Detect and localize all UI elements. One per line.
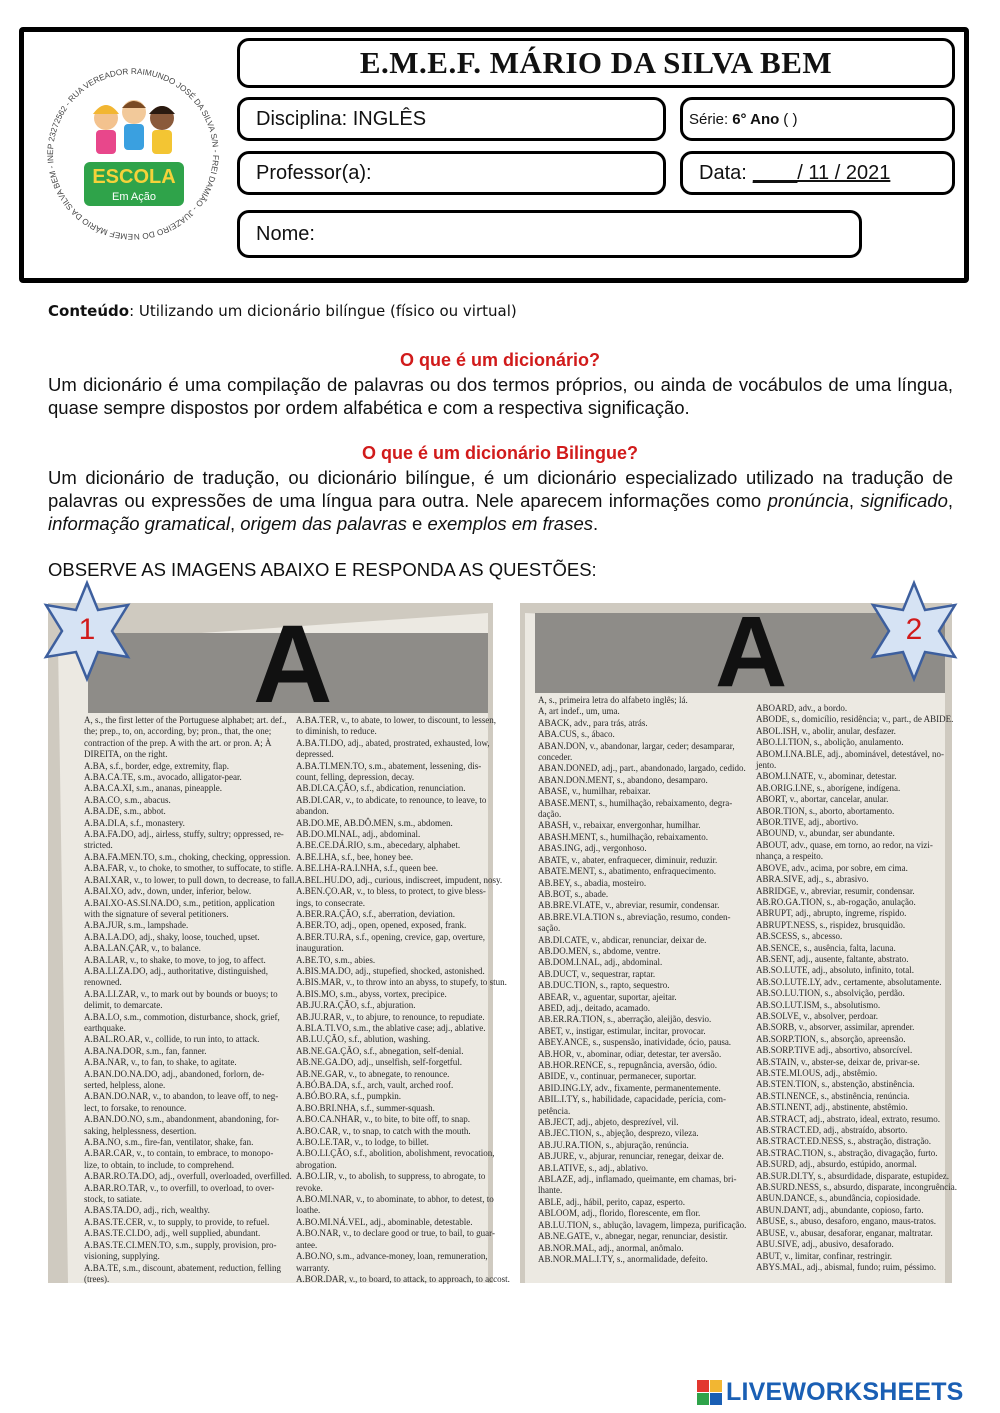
dictionary-entry-line: delimit, to demarcate. [84, 1000, 163, 1011]
dictionary-entry-line: ABOL.ISH, v., abolir, anular, desfazer. [756, 725, 896, 736]
dictionary-entry-line: AB.JURE, v., abjurar, renunciar, renegar, deixar de. [538, 1151, 724, 1162]
dictionary-entry-line: A.BER.TU.RA, s.f., opening, crevice, gap, overture, [296, 931, 485, 942]
dictionary-entry-line: ABATE.MENT, s., abatimento, enfraquecimento. [538, 866, 717, 877]
disciplina-field [237, 97, 666, 141]
dictionary-entry-line: AB.LU.TION, s., ablução, lavagem, limpeza, purificação. [538, 1219, 747, 1230]
dictionary-entry-line: ABUSE, s., abuso, desaforo, engano, maus-tratos. [756, 1216, 936, 1227]
dictionary-entry-line: jento. [756, 760, 777, 771]
dictionary-entry-line: ABLOOM, adj., florido, florescente, em flor. [538, 1208, 701, 1219]
dictionary-entry-line: AB.STRACT.ED.NESS, s., abstração, distração. [756, 1136, 932, 1147]
school-name-box [237, 38, 955, 88]
dictionary-entry-line: AB.SO.LUTE, adj., absoluto, infinito, total. [756, 965, 914, 976]
dictionary-entry-line: AB.NOR.MAL.I.TY, s., anormalidade, defeito. [538, 1253, 708, 1264]
term-informacao-gramatical: informação gramatical [48, 513, 230, 534]
dictionary-entry-line: A.BO.LE.TAR, v., to lodge, to billet. [296, 1137, 429, 1148]
dictionary-entry-line: AB.SCESS, s., abcesso. [756, 931, 843, 942]
dictionary-entry-line: A.BA.FAR, v., to choke, to smother, to suffocate, to stifle. [84, 863, 294, 874]
dictionary-entry-line: A.BA.TE, s.m., discount, abatement, reduction, felling [84, 1262, 281, 1273]
dictionary-entry-line: AB.JU.RA.TION, s., abjuração, renúncia. [538, 1139, 689, 1150]
dictionary-entry-line: ABRA.SIVE, adj., s., abrasivo. [756, 874, 869, 885]
dictionary-entry-line: A.BA.DI.A, s.f., monastery. [84, 817, 185, 828]
dictionary-entry-line: ABLAZE, adj., inflamado, queimante, em chamas, bri- [538, 1174, 737, 1185]
school-name: E.M.E.F. MÁRIO DA SILVA BEM [359, 45, 833, 80]
dictionary-entry-line: A.BAN.DO.NO, s.m., abandonment, abandoning, for- [84, 1114, 280, 1125]
professor-label: Professor(a): [256, 161, 372, 184]
dictionary-entry-line: lize, to obtain, to include, to comprehend. [84, 1159, 234, 1170]
liveworksheets-icon [697, 1380, 722, 1405]
dictionary-entry-line: A.BA.DE, s.m., abbot. [84, 806, 166, 817]
dictionary-entry-line: A.BE.LHA-RA.I.NHA, s.f., queen bee. [296, 863, 438, 874]
dictionary-photo-1 [48, 603, 510, 1284]
dictionary-entry-line: abrogation. [296, 1159, 337, 1170]
conteudo-text: : Utilizando um dicionário bilíngue (físico ou virtual) [129, 302, 517, 320]
dictionary-entry-line: A.BAI.XO, adv., down, under, inferior, below. [84, 886, 252, 897]
dictionary-entry-line: ings, to consecrate. [296, 897, 365, 908]
dictionary-entry-line: AB.RO.GA.TION, s., ab-rogação, anulação. [756, 896, 916, 907]
dictionary-entry-line: A.BA.TER, v., to abate, to lower, to discount, to lessen, [296, 715, 497, 725]
dictionary-entry-line: A.BAR.RO.TAR, v., to overfill, to overload, to over- [84, 1182, 275, 1193]
dictionary-entry-line: AB.BEY, s., abadia, mosteiro. [538, 877, 647, 888]
dictionary-entry-line: ABET, v., instigar, estimular, incitar, provocar. [538, 1025, 706, 1036]
dictionary-entry-line: serted, helpless, alone. [84, 1080, 166, 1090]
section2-text: Um dicionário de tradução, ou dicionário bilíngue, é um dicionário especializado utilizado na tradução de palavras ou expressões de uma língua para outra. Nele aparecem informações como pronúncia, significado, informação gramatical, origem das palavras e exemplos em frases. [48, 467, 953, 534]
section2-title: O que é um dicionário Bilingue? [361, 443, 639, 463]
dictionary-entry-line: ABEY.ANCE, s., suspensão, inatividade, ócio, pausa. [538, 1037, 732, 1048]
dictionary-entry-line: nhança, a respeito. [756, 851, 823, 862]
dictionary-entry-line: AB.JU.RA.ÇÃO, s.f., abjuration. [296, 1000, 416, 1011]
dictionary-entry-line: ABO.LI.TION, s., abolição, anulamento. [756, 737, 904, 748]
dictionary-entry-line: A.BA.LI.ZAR, v., to mark out by bounds or buoys; to [84, 988, 278, 999]
dictionary-entry-line: AB.JU.RAR, v., to abjure, to renounce, to repudiate. [296, 1011, 485, 1022]
dictionary-entry-line: A.BÓ.BO.RA, s.f., pumpkin. [296, 1091, 402, 1102]
dictionary-entry-line: AB.SO.LUT.ISM, s., absolutismo. [756, 999, 881, 1010]
dictionary-entry-line: ABRIDGE, v., abreviar, resumir, condensar. [756, 885, 915, 896]
dictionary-entry-line: ABASH, v., rebaixar, envergonhar, humilhar. [538, 820, 701, 831]
dictionary-entry-line: A.BO.LIR, v., to abolish, to suppress, to abrogate, to [296, 1171, 486, 1182]
dictionary-entry-line: ABAN.DON.MENT, s., abandono, desamparo. [538, 774, 708, 785]
conteudo-line [48, 302, 517, 320]
dictionary-entry-line: ABASE.MENT, s., humilhação, rebaixamento, degra- [538, 797, 733, 808]
dictionary-entry-line: AB.JECT, adj., abjeto, desprezível, vil. [538, 1117, 679, 1128]
dictionary-entry-line: the; prep., to, on, according, by; pron., that, the one; [84, 726, 272, 737]
dictionary-entry-line: DIREITA, on the right. [84, 749, 168, 760]
dictionary-entry-line: AB.DO.ME, AB.DÔ.MEN, s.m., abdomen. [296, 817, 453, 828]
dictionary-entry-line: AB.STRAC.TION, s., abstração, divagação, furto. [756, 1147, 938, 1158]
dictionary-entry-line: A.BAR.CAR, v., to contain, to embrace, to monopo- [84, 1148, 274, 1159]
dictionary-entry-line: warranty. [296, 1262, 330, 1273]
dictionary-entry-line: ABAN.DON, v., abandonar, largar, ceder; desamparar, [538, 740, 735, 751]
section1-title: O que é um dicionário? [399, 350, 601, 370]
dictionary-letter-1: A [253, 603, 333, 726]
dictionary-entry-line: ABUN.DANT, adj., abundante, copioso, farto. [756, 1204, 924, 1215]
photo2-column-right [756, 703, 957, 1273]
term-origem: origem das palavras [240, 513, 407, 534]
dictionary-entry-line: AB.STEN.TION, s., abstenção, abstinência. [756, 1079, 915, 1090]
dictionary-entry-line: AB.STAIN, v., abster-se, deixar de, privar-se. [756, 1056, 920, 1067]
dictionary-entry-line: A.BIS.MO, s.m., abyss, vortex, precipice. [296, 988, 447, 999]
dictionary-entry-line: AB.BRE.VI.A.TION s., abreviação, resumo, conden- [538, 911, 731, 922]
star-number-2: 2 [905, 613, 923, 646]
dictionary-entry-line: ABOM.I.NA.BLE, adj., abominável, detestável, no- [756, 748, 944, 759]
dictionary-entry-line: ABASH.MENT, s., humilhação, rebaixamento. [538, 831, 709, 842]
dictionary-entry-line: ABASE, v., humilhar, rebaixar. [538, 786, 651, 797]
dictionary-entry-line: A.BA.JUR, s.m., lampshade. [84, 920, 189, 931]
dictionary-entry-line: A.BA, s.f., border, edge, extremity, flap. [84, 760, 230, 771]
dictionary-entry-line: AB.STI.NENCE, s., abstinência, renúncia. [756, 1090, 910, 1101]
data-value: ____/ 11 / 2021 [752, 161, 891, 184]
dictionary-entry-line: ABU.SIVE, adj., abusivo, desaforado. [756, 1239, 894, 1250]
dictionary-entry-line: A.BA.FA.MEN.TO, s.m., choking, checking, oppression. [84, 851, 291, 862]
star-badge-2 [863, 580, 965, 682]
dictionary-entry-line: AB.DUCT, v., sequestrar, raptar. [538, 968, 656, 979]
dictionary-entry-line: A.BO.MI.NAR, v., to abominate, to abhor, to detest, to [296, 1194, 494, 1205]
dictionary-entry-line: A.BA.LAR, v., to shake, to move, to jog, to affect. [84, 954, 266, 965]
dictionary-entry-line: ABOM.I.NATE, v., abominar, detestar. [756, 771, 897, 782]
dictionary-entry-line: AB.SO.LUTE.LY, adv., certamente, absolutamente. [756, 976, 942, 987]
dictionary-entry-line: ABEAR, v., aguentar, suportar, ajeitar. [538, 991, 677, 1002]
nome-label: Nome: [256, 222, 315, 245]
dictionary-entry-line: ABRUPT.NESS, s., rispidez, brusquidão. [756, 919, 906, 930]
dictionary-entry-line: ABAN.DONED, adj., part., abandonado, largado, cedido. [538, 763, 746, 774]
dictionary-entry-line: AB.STRACT, adj., abstrato, ideal, extrato, resumo. [756, 1113, 941, 1124]
term-exemplos: exemplos em frases [427, 513, 593, 534]
professor-field [237, 151, 666, 195]
dictionary-entry-line: A.BA.LAN.ÇAR, v., to balance. [84, 943, 201, 954]
dictionary-entry-line: AB.SURD.NESS, s., absurdo, disparate, incongruência. [756, 1182, 957, 1193]
dictionary-entry-line: lect, to forsake, to renounce. [84, 1102, 187, 1113]
dictionary-entry-line: with the signature of several petitioners. [84, 908, 229, 919]
dictionary-entry-line: A.BLA.TI.VO, s.m., the ablative case; adj., ablative. [296, 1022, 486, 1033]
dictionary-entry-line: visioning, supplying. [84, 1251, 160, 1262]
dictionary-entry-line: ABOUND, v., abundar, ser abundante. [756, 828, 895, 839]
dictionary-entry-line: A.BAI.XAR, v., to lower, to pull down, to decrease, to fall. [84, 874, 297, 885]
dictionary-entry-line: stock, to satiate. [84, 1194, 142, 1205]
dictionary-entry-line: A.BA.FA.DO, adj., airless, stuffy, sultry; oppressed, re- [84, 829, 284, 840]
data-label: Data: [699, 161, 747, 184]
dictionary-entry-line: loathe. [296, 1205, 321, 1216]
photo1-column-left [84, 715, 297, 1284]
dictionary-entry-line: sação. [538, 923, 561, 934]
dictionary-entry-line: A.BIS.MAR, v., to throw into an abyss, to stupefy, to stun. [296, 977, 507, 988]
dictionary-entry-line: ABAS.ING, adj., vergonhoso. [538, 843, 647, 854]
disciplina-label: Disciplina: INGLÊS [256, 107, 427, 130]
star-badge-1 [36, 580, 138, 682]
nome-field[interactable] [237, 210, 862, 258]
dictionary-entry-line: A.BO.NAR, v., to declare good or true, to bail, to guar- [296, 1228, 495, 1239]
dictionary-entry-line: A.BAS.TA.DO, adj., rich, wealthy. [84, 1205, 210, 1216]
dictionary-entry-line: A.BAS.TE.CER, v., to supply, to provide, to refuel. [84, 1216, 270, 1227]
dictionary-entry-line: A.BO.NO, s.m., advance-money, loan, remuneration, [296, 1251, 488, 1262]
liveworksheets-brand: LIVEWORKSHEETS [726, 1378, 964, 1406]
dictionary-entry-line: AB.SENCE, s., ausência, falta, lacuna. [756, 942, 896, 953]
dictionary-entry-line: A.BAR.RO.TA.DO, adj., overfull, overloaded, overfilled. [84, 1171, 292, 1182]
dictionary-entry-line: AB.NE.GATE, v., abnegar, negar, renunciar, desistir. [538, 1231, 728, 1242]
dictionary-entry-line: to diminish, to reduce. [296, 726, 377, 737]
dictionary-entry-line: AB.LATIVE, s., adj., ablativo. [538, 1162, 648, 1173]
dictionary-entry-line: AB.NE.GA.DO, adj., unselfish, self-forgetful. [296, 1057, 463, 1068]
dictionary-entry-line: AB.SORP.TIVE adj., absortivo, absorcível. [756, 1045, 913, 1056]
dictionary-entry-line: abandon. [296, 806, 329, 817]
dictionary-entry-line: A.BÓ.BA.DA, s.f., arch, vault, arched roof. [296, 1080, 454, 1090]
dictionary-entry-line: lhante. [538, 1185, 563, 1196]
dictionary-entry-line: ABRUPT, adj., abrupto, íngreme, ríspido. [756, 908, 907, 919]
dictionary-entry-line: A.BEL.HU.DO, adj., curious, indiscreet, impudent, nosy. [296, 874, 503, 885]
dictionary-entry-line: AB.NOR.MAL, adj., anormal, anômalo. [538, 1242, 684, 1253]
dictionary-entry-line: AB.ER.RA.TION, s., aberração, aleijão, desvio. [538, 1014, 712, 1025]
dictionary-entry-line: A.BA.LI.ZA.DO, adj., authoritative, distinguished, [84, 965, 268, 976]
logo-ring-text: EMEF MÁRIO DA SILVA BEM - INEP 23272562 - RUA VEREADOR RAIMUNDO JOSÉ DA SILVA S/N - FREI DAMIÃO - JUAZEIRO DO N [46, 66, 221, 242]
dictionary-entry-line: saking, helplessness, desertion. [84, 1125, 197, 1136]
dictionary-entry-line: A.BO.BRI.NHA, s.f., summer-squash. [296, 1102, 435, 1113]
dictionary-entry-line: AB.JEC.TION, s., abjeção, desprezo, vileza. [538, 1128, 699, 1139]
liveworksheets-logo[interactable] [697, 1378, 964, 1407]
dictionary-entry-line: renowned. [84, 977, 122, 988]
dictionary-entry-line: A.BE.CE.DÁ.RIO, s.m., abecedary, alphabet. [296, 840, 461, 851]
term-significado: significado [860, 490, 948, 511]
dictionary-entry-line: A.BAN.DO.NA.DO, adj., abandoned, forlorn, de- [84, 1068, 265, 1079]
dictionary-entry-line: stricted. [84, 840, 113, 851]
dictionary-entry-line: A.BA.CO, s.m., abacus. [84, 794, 171, 805]
dictionary-entry-line: ABACK, adv., para trás, atrás. [538, 717, 648, 728]
dictionary-entry-line: ABOVE, adv., acima, por sobre, em cima. [756, 862, 908, 873]
dictionary-entry-line: AB.HOR.RENCE, s., repugnância, aversão, ódio. [538, 1060, 717, 1070]
dictionary-entry-line: A.BO.MI.NÁ.VEL, adj., abominable, detestable. [296, 1216, 473, 1227]
term-pronuncia: pronúncia [767, 490, 849, 511]
dictionary-entry-line: ABUSE, v., abusar, desaforar, enganar, maltratar. [756, 1227, 933, 1238]
photo2-column-left [538, 695, 748, 1275]
dictionary-entry-line: AB.NE.GAR, v., to abnegate, to renounce. [296, 1068, 450, 1079]
dictionary-entry-line: A.BEN.ÇO.AR, v., to bless, to protect, to give bless- [296, 886, 486, 897]
dictionary-entry-line: A.BO.CA.NHAR, v., to bite, to bite off, to snap. [296, 1114, 470, 1125]
dictionary-entry-line: ABODE, s., domicílio, residência; v., part., de ABIDE. [756, 714, 954, 725]
dictionary-entry-line: dação. [538, 809, 562, 820]
dictionary-entry-line: ABOARD, adv., a bordo. [756, 703, 848, 713]
data-field [680, 151, 955, 195]
dictionary-entry-line: A.BER.RA.ÇÃO, s.f., aberration, deviation. [296, 908, 455, 919]
dictionary-entry-line: AB.DOM.I.NAL, adj., abdominal. [538, 957, 663, 968]
dictionary-entry-line: AB.BRE.VI.ATE, v., abreviar, resumir, condensar. [538, 900, 720, 911]
dictionary-entry-line: ABED, adj., deitado, acamado. [538, 1002, 650, 1013]
dictionary-entry-line: count, felling, depression, decay. [296, 772, 415, 783]
dictionary-entry-line: AB.SO.LU.TION, s., absolvição, perdão. [756, 988, 905, 999]
dictionary-entry-line: AB.SENT, adj., ausente, faltante, abstrato. [756, 953, 909, 964]
dictionary-entry-line: A.BA.LA.DO, adj., shaky, loose, touched, upset. [84, 931, 260, 942]
logo-word-escola: ESCOLA [92, 166, 176, 188]
section1-text: Um dicionário é uma compilação de palavras ou dos termos próprios, ou ainda de vocábulos de uma língua, quase sempre dispostos por ordem alfabética e com a respectiva significação. [48, 374, 953, 418]
dictionary-entry-line: ABORT, v., abortar, cancelar, anular. [756, 794, 889, 805]
dictionary-entry-line: AB.DO.MI.NAL, adj., abdominal. [296, 829, 421, 840]
dictionary-entry-line: revoke. [296, 1182, 323, 1193]
dictionary-entry-line: A.BA.CA.TE, s.m., avocado, alligator-pear. [84, 772, 242, 783]
school-logo [36, 56, 231, 252]
dictionary-photo-2 [520, 596, 957, 1283]
dictionary-entry-line: A, s., primeira letra do alfabeto inglês; lá. [538, 695, 688, 705]
dictionary-entry-line: A.BA.NO, s.m., fire-fan, ventilator, shake, fan. [84, 1137, 254, 1148]
dictionary-entry-line: AB.STRACT.ED, adj., abstraído, absorto. [756, 1125, 908, 1136]
dictionary-entry-line: (trees). [84, 1273, 110, 1284]
dictionary-entry-line: A.BA.NA.DOR, s.m., fan, fanner. [84, 1045, 207, 1056]
dictionary-entry-line: A, s., the first letter of the Portuguese alphabet; art. def., [84, 715, 287, 725]
dictionary-entry-line: AB.DO.MEN, s., abdome, ventre. [538, 945, 661, 956]
dictionary-entry-line: ABA.CUS, s., ábaco. [538, 729, 615, 740]
instruction: OBSERVE AS IMAGENS ABAIXO E RESPONDA AS QUESTÕES: [48, 559, 597, 580]
dictionary-entry-line: A.BIS.MA.DO, adj., stupefied, shocked, astonished. [296, 965, 485, 976]
serie-value: 6° Ano [732, 110, 780, 128]
dictionary-entry-line: AB.BOT, s., abade. [538, 888, 609, 899]
dictionary-entry-line: AB.DI.CATE, v., abdicar, renunciar, deixar de. [538, 934, 707, 945]
dictionary-entry-line: A.BO.LI.ÇÃO, s.f., abolition, abolishment, revocation, [296, 1148, 495, 1159]
dictionary-entry-line: AB.DI.CA.ÇÃO, s.f., abdication, renunciation. [296, 783, 466, 794]
dictionary-entry-line: ABID.ING.LY, adv., fixamente, permanentemente. [538, 1082, 721, 1093]
dictionary-entry-line: AB.LU.ÇÃO, s.f., ablution, washing. [296, 1034, 431, 1045]
logo-word-em-acao: Em Ação [111, 191, 157, 203]
serie-field [680, 97, 955, 141]
dictionary-entry-line: A.BAI.XO-AS.SI.NA.DO, s.m., petition, application [84, 897, 275, 908]
dictionary-entry-line: ABOR.TION, s., aborto, abortamento. [756, 805, 895, 816]
dictionary-entry-line: A.BAN.DO.NAR, v., to abandon, to leave off, to neg- [84, 1091, 279, 1102]
dictionary-entry-line: A.BA.CA.XI, s.m., ananas, pineapple. [84, 783, 222, 794]
dictionary-entry-line: A.BAS.TE.CI.DO, adj., well supplied, abundant. [84, 1228, 261, 1239]
dictionary-entry-line: ABLE, adj., hábil, perito, capaz, esperto. [538, 1196, 685, 1207]
dictionary-entry-line: ABIDE, v., continuar, permanecer, suportar. [538, 1071, 697, 1082]
dictionary-entry-line: petência. [538, 1105, 571, 1116]
dictionary-entry-line: inauguration. [296, 943, 344, 954]
dictionary-entry-line: ABATE, v., abater, enfraquecer, diminuir, reduzir. [538, 854, 718, 865]
serie-blank: ( ) [783, 110, 798, 128]
dictionary-entry-line: conceder. [538, 752, 573, 763]
photo1-column-right [296, 715, 510, 1284]
dictionary-entry-line: ABUN.DANCE, s., abundância, copiosidade. [756, 1193, 921, 1204]
dictionary-entry-line: earthquake. [84, 1022, 126, 1033]
dictionary-entry-line: AB.STI.NENT, adj., abstinente, abstêmio. [756, 1102, 908, 1113]
dictionary-entry-line: AB.SORP.TION, s., absorção, apreensão. [756, 1033, 906, 1044]
dictionary-entry-line: antee. [296, 1239, 318, 1250]
dictionary-entry-line: AB.SURD, adj., absurdo, estúpido, anormal. [756, 1159, 917, 1170]
dictionary-entry-line: A.BA.LO, s.m., commotion, disturbance, shock, grief, [84, 1011, 280, 1022]
dictionary-entry-line: A.BER.TO, adj., open, opened, exposed, frank. [296, 920, 467, 931]
dictionary-entry-line: AB.SOLVE, v., absolver, perdoar. [756, 1010, 878, 1021]
dictionary-entry-line: ABIL.I.TY, s., habilidade, capacidade, perícia, com- [538, 1094, 727, 1105]
dictionary-entry-line: contraction of the prep. A with the art. or pron. A; À [84, 737, 272, 748]
dictionary-entry-line: AB.HOR, v., abominar, odiar, detestar, ter aversão. [538, 1048, 722, 1059]
dictionary-entry-line: A.BO.CAR, v., to snap, to catch with the mouth. [296, 1125, 471, 1136]
dictionary-entry-line: A.BAL.RO.AR, v., collide, to run into, to attack. [84, 1034, 260, 1045]
dictionary-entry-line: A.BA.TI.DO, adj., abated, prostrated, exhausted, low, [296, 737, 490, 748]
dictionary-entry-line: ABYS.MAL, adj., abismal, fundo; ruim, péssimo. [756, 1261, 936, 1272]
dictionary-entry-line: A.BE.TO, s.m., abies. [296, 954, 376, 965]
dictionary-entry-line: A, art indef., um, uma. [538, 706, 620, 717]
dictionary-entry-line: AB.NE.GA.ÇÃO, s.f., abnegation, self-denial. [296, 1045, 464, 1056]
dictionary-entry-line: ABOUT, adv., quase, em torno, ao redor, na vizi- [756, 839, 933, 850]
dictionary-entry-line: AB.STE.MI.OUS, adj., abstêmio. [756, 1068, 878, 1078]
dictionary-entry-line: depressed. [296, 749, 334, 760]
dictionary-entry-line: A.BA.NAR, v., to fan, to shake, to agitate. [84, 1057, 237, 1068]
dictionary-entry-line: AB.ORIG.I.NE, s., aborígene, indígena. [756, 782, 901, 793]
dictionary-entry-line: A.BAS.TE.CI.MEN.TO, s.m., supply, provision, pro- [84, 1239, 277, 1250]
dictionary-entry-line: AB.SORB, v., absorver, assimilar, aprender. [756, 1022, 915, 1033]
dictionary-entry-line: A.BA.TI.MEN.TO, s.m., abatement, lessening, dis- [296, 760, 482, 771]
dictionary-entry-line: ABOR.TIVE, adj., abortivo. [756, 817, 859, 828]
dictionary-entry-line: AB.DI.CAR, v., to abdicate, to renounce, to leave, to [296, 794, 487, 805]
dictionary-entry-line: AB.DUC.TION, s., rapto, sequestro. [538, 980, 670, 991]
conteudo-label: Conteúdo [48, 302, 130, 320]
serie-label: Série: [689, 110, 729, 128]
dictionary-entry-line: A.BOR.DAR, v., to board, to attack, to approach, to accost. [296, 1273, 510, 1284]
dictionary-entry-line: A.BE.LHA, s.f., bee, honey bee. [296, 851, 413, 862]
dictionary-entry-line: AB.SUR.DI.TY, s., absurdidade, disparate, estupidez. [756, 1170, 950, 1181]
dictionary-letter-2: A [715, 596, 788, 708]
dictionary-entry-line: ABUT, v., limitar, confinar, restringir. [756, 1250, 892, 1261]
star-number-1: 1 [78, 613, 96, 646]
